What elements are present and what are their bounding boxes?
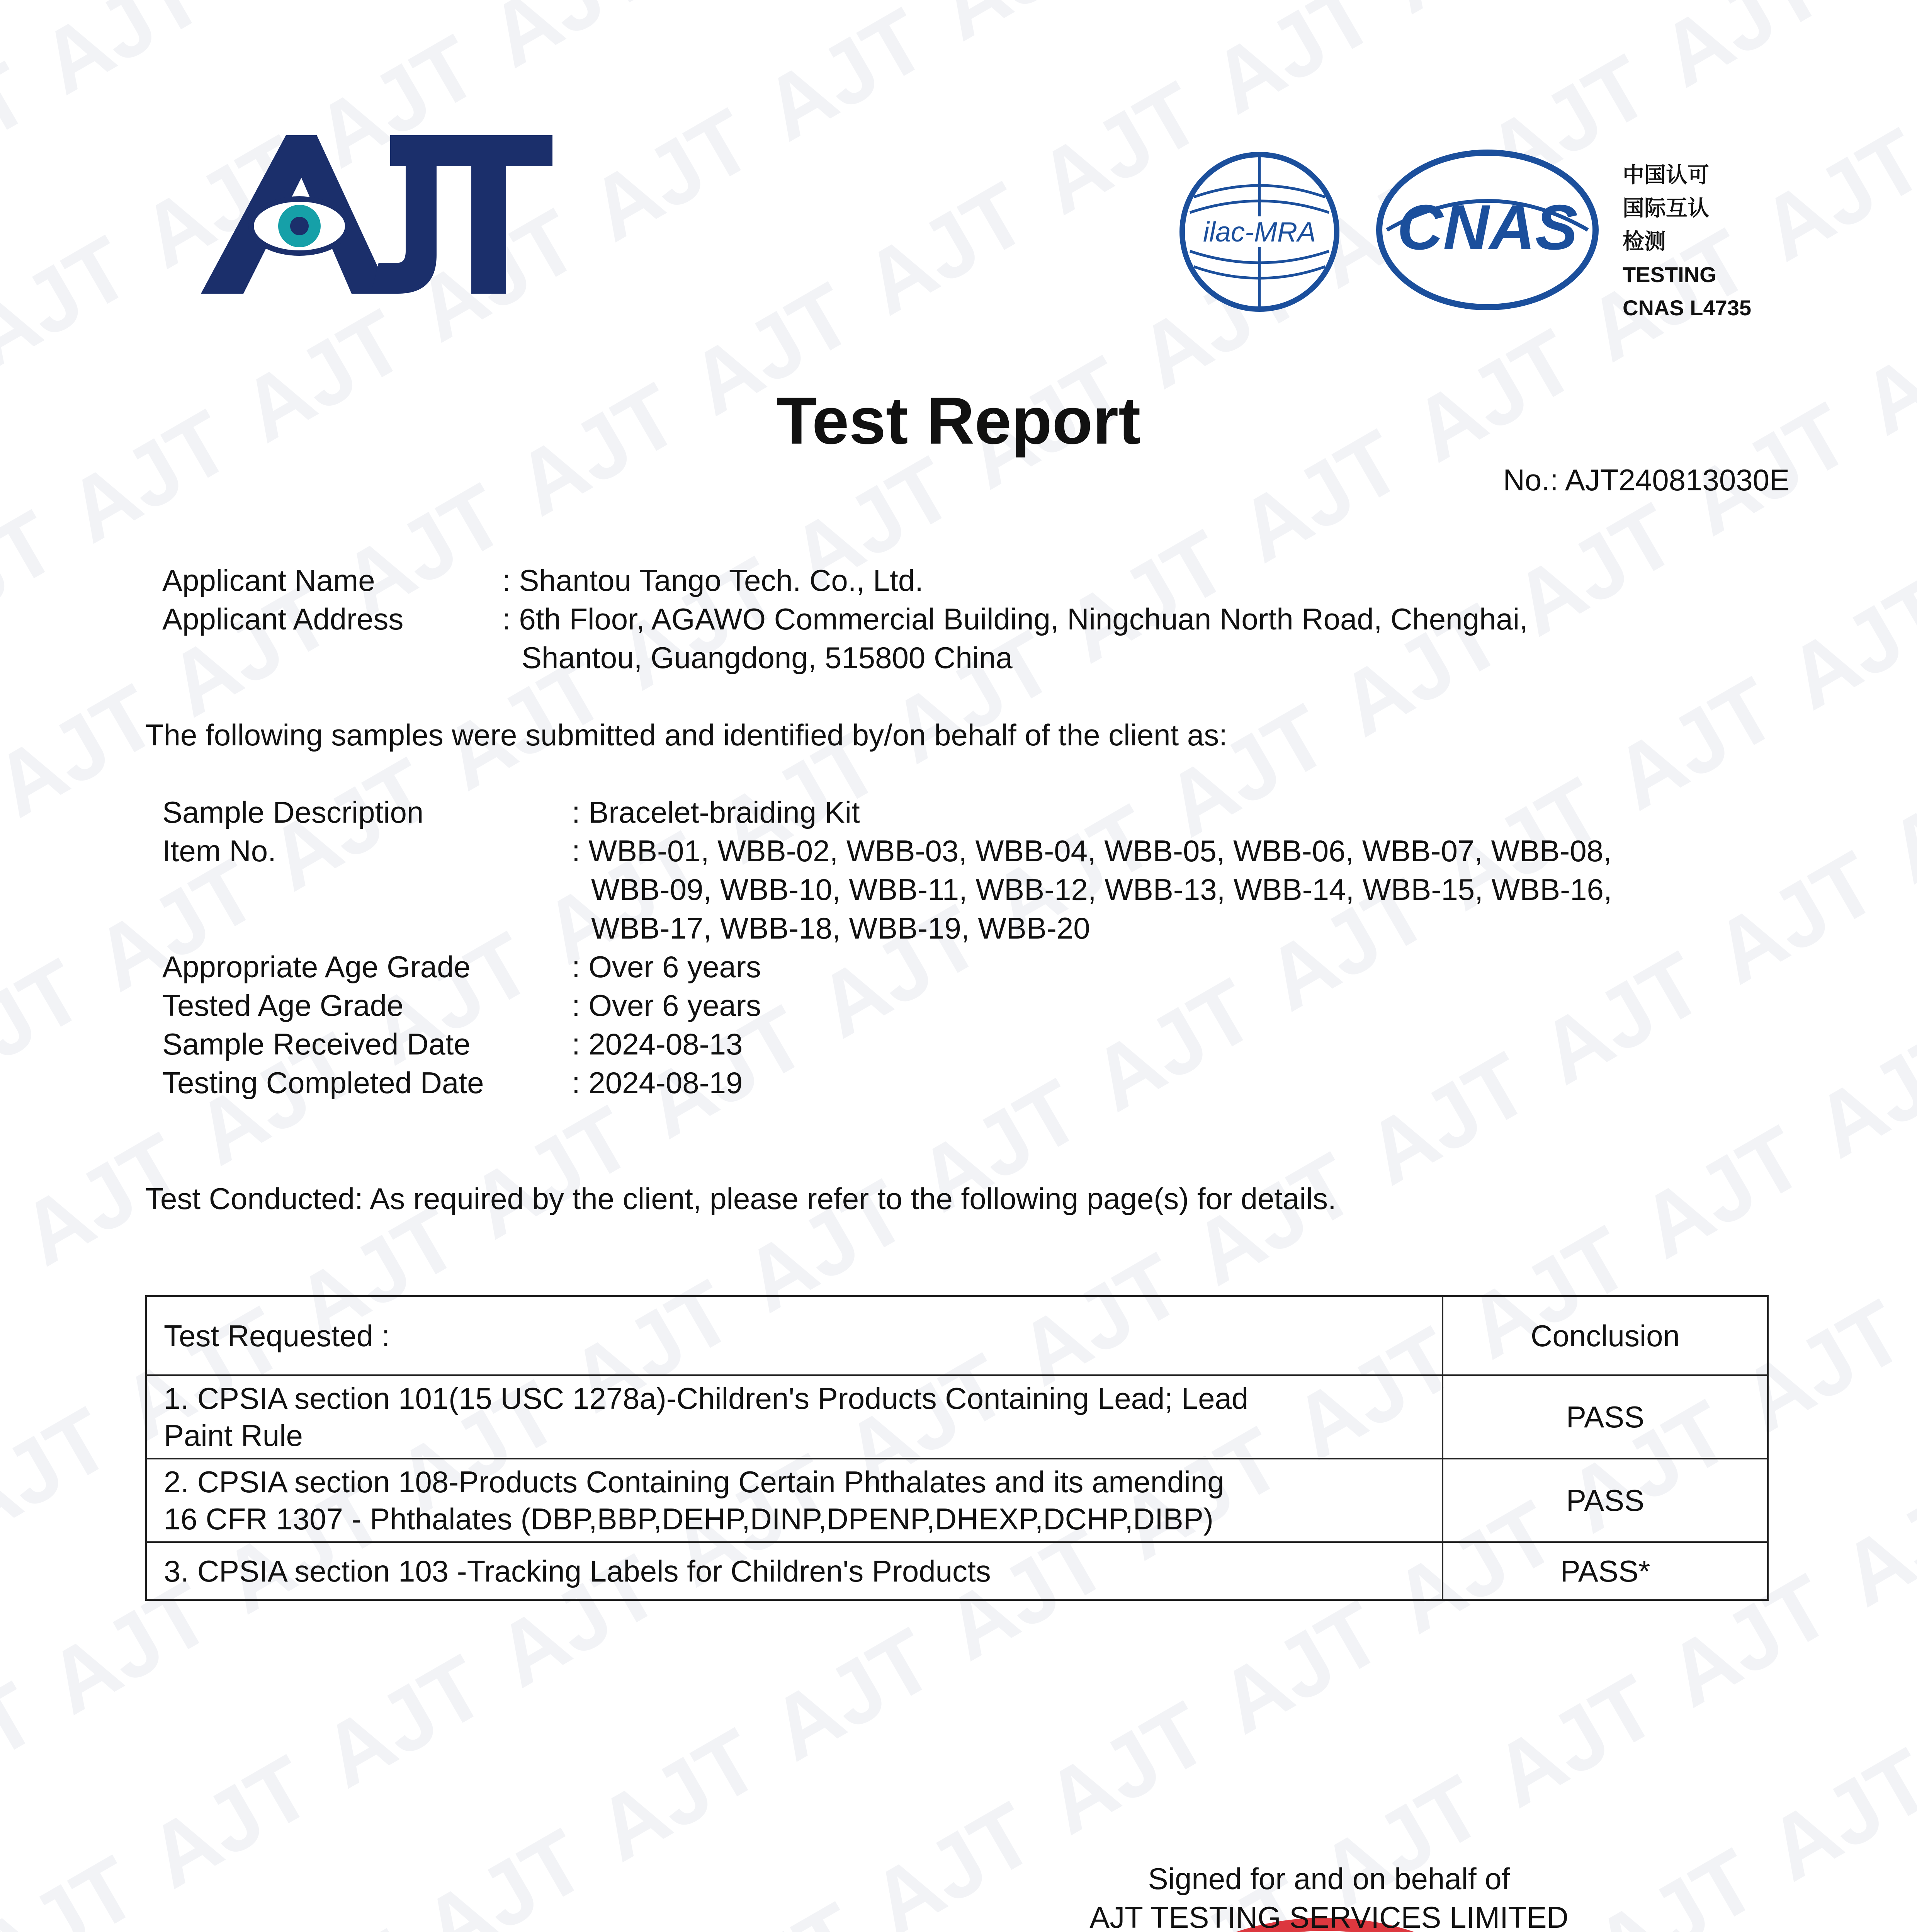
table-header-row (146, 1296, 1768, 1375)
received-date-value: : 2024-08-13 (572, 1027, 743, 1061)
test-results-table (145, 1295, 1769, 1601)
tested-age-value: : Over 6 years (572, 988, 761, 1022)
test-line: Paint Rule (164, 1418, 303, 1452)
test-result: PASS* (1443, 1542, 1768, 1600)
applicant-address-label: Applicant Address (162, 602, 404, 636)
tested-age-label: Tested Age Grade (162, 988, 404, 1022)
cnas-info (1623, 158, 1751, 325)
applicant-name-value: : Shantou Tango Tech. Co., Ltd. (502, 563, 923, 597)
test-line: 1. CPSIA section 101(15 USC 1278a)-Children's Products Containing Lead; Lead (164, 1381, 1249, 1415)
signed-line1: Signed for and on behalf of (1148, 1862, 1510, 1896)
ajt-logo-icon (189, 128, 560, 298)
report-title: Test Report (776, 384, 1141, 458)
completed-date-value: : 2024-08-19 (572, 1066, 743, 1100)
completed-date-label: Testing Completed Date (162, 1066, 484, 1100)
test-description (146, 1542, 1443, 1600)
cnas-number: CNAS L4735 (1623, 296, 1752, 320)
age-grade-value: : Over 6 years (572, 950, 761, 984)
header-conclusion: Conclusion (1443, 1296, 1768, 1375)
sample-description-label: Sample Description (162, 795, 424, 829)
cnas-logo (1375, 149, 1599, 311)
table-row (146, 1459, 1768, 1542)
table-row (146, 1375, 1768, 1459)
sample-description-value: : Bracelet-braiding Kit (572, 795, 860, 829)
test-conducted-text: Test Conducted: As required by the client, please refer to the following page(s) for details. (145, 1182, 1336, 1216)
test-description (146, 1459, 1443, 1542)
test-result: PASS (1443, 1459, 1768, 1542)
table-row (146, 1542, 1768, 1600)
test-description (146, 1375, 1443, 1459)
svg-text:ilac-MRA: ilac-MRA (1203, 217, 1316, 248)
test-result: PASS (1443, 1375, 1768, 1459)
applicant-name-label: Applicant Name (162, 563, 375, 597)
test-line: 16 CFR 1307 - Phthalates (DBP,BBP,DEHP,DINP,DPENP,DHEXP,DCHP,DIBP) (164, 1502, 1213, 1536)
intro-text: The following samples were submitted and identified by/on behalf of the client as: (145, 718, 1227, 752)
item-no-line2: WBB-09, WBB-10, WBB-11, WBB-12, WBB-13, WBB-14, WBB-15, WBB-16, (591, 872, 1612, 906)
item-no-line1: : WBB-01, WBB-02, WBB-03, WBB-04, WBB-05, WBB-06, WBB-07, WBB-08, (572, 834, 1612, 868)
svg-text:CNAS: CNAS (1397, 192, 1578, 263)
applicant-address-line1: : 6th Floor, AGAWO Commercial Building, Ningchuan North Road, Chenghai, (502, 602, 1528, 636)
ilac-mra-logo (1178, 151, 1341, 313)
cnas-cn-line2: 国际互认 (1623, 196, 1709, 220)
cnas-cn-line3: 检测 (1623, 229, 1666, 253)
applicant-address-line2: Shantou, Guangdong, 515800 China (522, 641, 1013, 675)
signed-line2: AJT TESTING SERVICES LIMITED (1089, 1900, 1569, 1932)
age-grade-label: Appropriate Age Grade (162, 950, 471, 984)
received-date-label: Sample Received Date (162, 1027, 471, 1061)
cnas-testing: TESTING (1623, 262, 1716, 287)
item-no-label: Item No. (162, 834, 276, 868)
report-number: No.: AJT240813030E (1503, 463, 1790, 497)
test-line: 3. CPSIA section 103 -Tracking Labels for Children's Products (164, 1554, 991, 1588)
cnas-cn-line1: 中国认可 (1623, 163, 1709, 187)
test-line: 2. CPSIA section 108-Products Containing Certain Phthalates and its amending (164, 1465, 1224, 1499)
company-logo (189, 128, 560, 298)
item-no-line3: WBB-17, WBB-18, WBB-19, WBB-20 (591, 911, 1090, 945)
header-test-requested: Test Requested : (146, 1296, 1443, 1375)
